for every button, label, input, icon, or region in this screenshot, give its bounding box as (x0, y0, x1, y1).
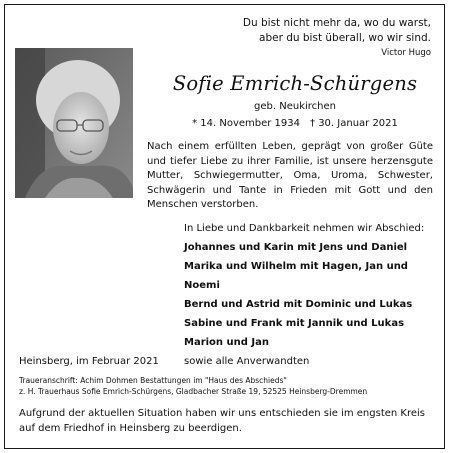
portrait-photo (15, 48, 133, 198)
mourner-family: Johannes und Karin mit Jens und Daniel (184, 242, 408, 253)
farewell-intro: In Liebe und Dankbarkeit nehmen wir Abschied: (184, 223, 425, 234)
quote-line: Du bist nicht mehr da, wo du warst, (242, 17, 431, 29)
farewell-closing: sowie alle Anverwandten (184, 356, 310, 367)
funeral-note: Aufgrund der aktuellen Situation haben wir uns entschieden sie im engsten Kreis auf dem Friedhof in Heinsberg zu beerdigen. (19, 408, 425, 434)
obituary-text: Nach einem erfüllten Leben, geprägt von großer Güte und tiefer Liebe zu ihrer Familie, ist unsere herzensgute Mutter, Schwiegermutter, Oma, Uroma, Schwester, Schwägerin und Tante in Frieden mit Gott und den Menschen verstorben. (147, 141, 433, 210)
maiden-name: geb. Neukirchen (254, 101, 336, 112)
mourners-block (184, 219, 438, 371)
place-and-date: Heinsberg, im Februar 2021 (19, 356, 159, 367)
quote-line: aber du bist überall, wo wir sind. (259, 31, 431, 44)
deceased-name: Sofie Emrich-Schürgens (172, 72, 418, 95)
mourner-family: Marika und Wilhelm mit Hagen, Jan und Noemi (184, 261, 408, 291)
quote-author: Victor Hugo (381, 48, 431, 58)
quote-block (243, 16, 431, 61)
death-date: † 30. Januar 2021 (310, 118, 398, 129)
address-line: Traueranschrift: Achim Dohmen Bestattungen im "Haus des Abschieds" (19, 376, 287, 385)
mourner-family: Bernd und Astrid mit Dominic und Lukas (184, 299, 413, 310)
birth-date: * 14. November 1934 (192, 118, 301, 129)
portrait-image (15, 48, 133, 198)
mourner-family: Sabine und Frank mit Jannik und Lukas (184, 318, 405, 329)
address-line: z. H. Trauerhaus Sofie Emrich-Schürgens, Gladbacher Straße 19, 52525 Heinsberg-Dremmen (19, 387, 368, 396)
life-dates (160, 118, 430, 129)
mourner-family: Marion und Jan (184, 337, 269, 348)
mourning-address (19, 375, 367, 397)
